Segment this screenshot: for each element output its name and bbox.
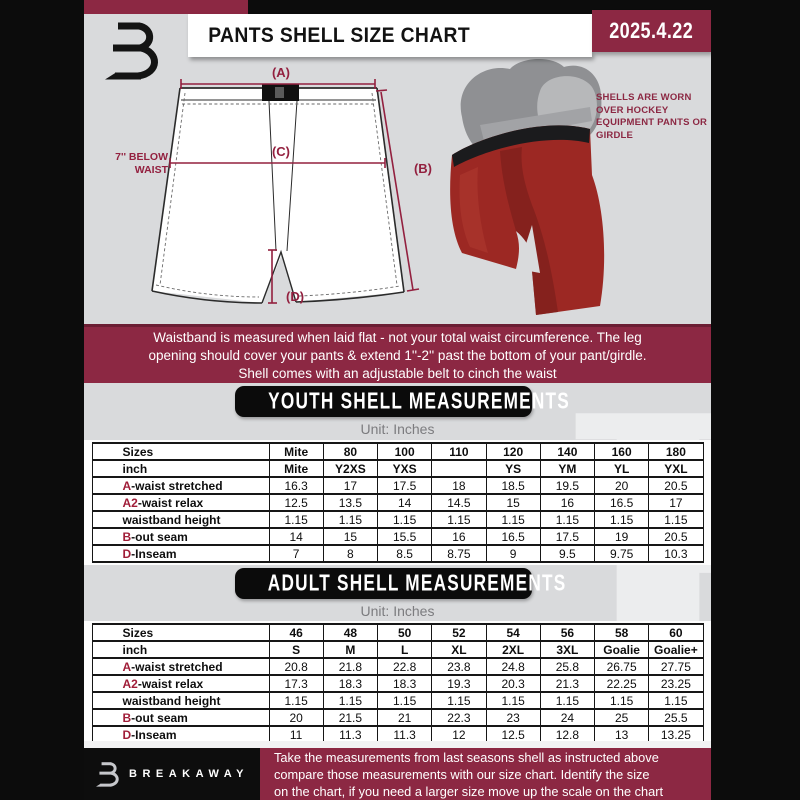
top-maroon-stripe (84, 0, 248, 14)
label-a: (A) (271, 65, 291, 80)
table-cell: 9.75 (595, 545, 649, 562)
table-cell: 19.3 (432, 675, 486, 692)
row-label: A2-waist relax (92, 675, 269, 692)
row-label: A-waist stretched (92, 658, 269, 675)
table-cell: 54 (486, 624, 540, 641)
row-label: A2-waist relax (92, 494, 269, 511)
table-cell: 20 (269, 709, 323, 726)
table-cell: Goalie+ (649, 641, 703, 658)
table-cell: 52 (432, 624, 486, 641)
table-cell: 13.5 (323, 494, 377, 511)
table-row (92, 692, 703, 709)
table-cell: 22.25 (595, 675, 649, 692)
banner-line: Waistband is measured when laid flat - not your total waist circumference. The leg (153, 330, 642, 345)
table-cell: 19 (595, 528, 649, 545)
table-cell: 1.15 (269, 511, 323, 528)
table-cell: 15.5 (378, 528, 432, 545)
row-label-prefix: D (122, 727, 132, 742)
waist-note-line2: WAIST (134, 164, 168, 176)
table-cell: 120 (486, 443, 540, 460)
table-cell: Y2XS (323, 460, 377, 477)
table-cell: L (378, 641, 432, 658)
table-cell: 160 (595, 443, 649, 460)
table-cell: 20.5 (649, 477, 703, 494)
row-label-prefix: B (122, 710, 132, 725)
table-cell: 21.8 (323, 658, 377, 675)
table-cell: 25.5 (649, 709, 703, 726)
row-label-prefix: B (122, 529, 132, 544)
row-label: inch (92, 641, 269, 658)
row-label-prefix: D (122, 546, 132, 561)
table-row (92, 460, 703, 477)
table-row (92, 494, 703, 511)
adult-section-title: ADULT SHELL MEASUREMENTS (267, 571, 567, 596)
table-cell: 26.75 (595, 658, 649, 675)
table-cell: 7 (269, 545, 323, 562)
table-cell: 25.8 (540, 658, 594, 675)
row-label-prefix: A (122, 478, 132, 493)
table-cell: 13 (595, 726, 649, 743)
adult-unit-label: Unit: Inches (360, 603, 435, 619)
label-c: (C) (271, 144, 291, 159)
table-row (92, 624, 703, 641)
row-label-prefix: A2 (122, 676, 138, 691)
table-cell: 1.15 (540, 511, 594, 528)
table-cell: 22.8 (378, 658, 432, 675)
footer-note-line: compare those measurements with our size chart. Identify the size (274, 767, 650, 782)
footer-note-box (260, 748, 711, 800)
breakaway-logo-icon (102, 15, 164, 85)
date-text: 2025.4.22 (609, 18, 694, 43)
table-cell: 16.5 (486, 528, 540, 545)
row-label: Sizes (92, 624, 269, 641)
logo-lower-bowl (138, 48, 155, 76)
adult-section-header (235, 568, 567, 599)
info-banner (84, 324, 711, 383)
table-row (92, 658, 703, 675)
banner-line: Shell comes with an adjustable belt to cinch the waist (238, 366, 557, 381)
youth-section-header (235, 386, 571, 417)
table-cell: 1.15 (432, 511, 486, 528)
row-label-prefix: A2 (122, 495, 138, 510)
banner-line: opening should cover your pants & extend 1''-2'' past the bottom of your pant/girdle. (148, 348, 647, 363)
youth-table-wrap (84, 440, 711, 565)
belt-buckle-icon (262, 84, 299, 101)
table-cell: 20.5 (649, 528, 703, 545)
table-cell: 12 (432, 726, 486, 743)
table-cell: 50 (378, 624, 432, 641)
table-cell: 16.5 (595, 494, 649, 511)
table-cell: 18.3 (323, 675, 377, 692)
table-cell: 23.8 (432, 658, 486, 675)
table-cell: 1.15 (595, 511, 649, 528)
row-label: waistband height (92, 692, 269, 709)
table-cell: 11.3 (378, 726, 432, 743)
table-cell: 17.5 (540, 528, 594, 545)
adult-table-wrap (84, 621, 711, 746)
table-cell: 15 (323, 528, 377, 545)
table-cell: 20 (595, 477, 649, 494)
table-cell: 16 (540, 494, 594, 511)
table-cell: 10.3 (649, 545, 703, 562)
table-cell: 20.8 (269, 658, 323, 675)
table-cell: 11.3 (323, 726, 377, 743)
table-cell: YL (595, 460, 649, 477)
footer-breakaway-logo-icon (95, 759, 121, 789)
table-cell: 1.15 (269, 692, 323, 709)
table-cell: 24.8 (486, 658, 540, 675)
table-cell: 23.25 (649, 675, 703, 692)
table-cell: 13.25 (649, 726, 703, 743)
table-cell: 20.3 (486, 675, 540, 692)
table-cell: 27.75 (649, 658, 703, 675)
footer-brand-text: BREAKAWAY (129, 768, 249, 780)
table-cell: 48 (323, 624, 377, 641)
row-label: Sizes (92, 443, 269, 460)
table-cell: 100 (378, 443, 432, 460)
table-cell: 2XL (486, 641, 540, 658)
table-cell: 140 (540, 443, 594, 460)
row-label: D-Inseam (92, 545, 269, 562)
table-cell: 25 (595, 709, 649, 726)
row-label: D-Inseam (92, 726, 269, 743)
table-cell: YXL (649, 460, 703, 477)
table-cell: XL (432, 641, 486, 658)
table-cell: 9.5 (540, 545, 594, 562)
table-cell: 16.3 (269, 477, 323, 494)
table-row (92, 511, 703, 528)
table-row (92, 528, 703, 545)
table-cell: 1.15 (540, 692, 594, 709)
table-cell (432, 460, 486, 477)
table-cell: 80 (323, 443, 377, 460)
table-cell: 1.15 (432, 692, 486, 709)
adult-table (92, 623, 704, 744)
youth-table (92, 442, 704, 563)
footer-divider-strip (84, 741, 711, 748)
table-cell: 17 (323, 477, 377, 494)
table-cell: M (323, 641, 377, 658)
table-cell: 110 (432, 443, 486, 460)
shell-shape (450, 125, 604, 315)
table-cell: 12.8 (540, 726, 594, 743)
table-cell: 16 (432, 528, 486, 545)
table-cell: 180 (649, 443, 703, 460)
table-cell: S (269, 641, 323, 658)
table-row (92, 545, 703, 562)
table-cell: YS (486, 460, 540, 477)
logo-blade (105, 73, 116, 80)
table-cell: 12.5 (486, 726, 540, 743)
table-cell: 24 (540, 709, 594, 726)
row-label: inch (92, 460, 269, 477)
table-row (92, 443, 703, 460)
youth-section-title: YOUTH SHELL MEASUREMENTS (268, 389, 571, 414)
table-row (92, 675, 703, 692)
title-box (188, 14, 592, 57)
row-label: A-waist stretched (92, 477, 269, 494)
table-cell: 21 (378, 709, 432, 726)
table-cell: 60 (649, 624, 703, 641)
table-cell: 12.5 (269, 494, 323, 511)
table-cell: 11 (269, 726, 323, 743)
table-cell: 14 (269, 528, 323, 545)
table-row (92, 477, 703, 494)
footer-note-line: on the chart, if you need a larger size move up the scale on the chart (274, 784, 664, 799)
youth-unit-label: Unit: Inches (360, 421, 435, 437)
left-frame-bar (0, 0, 84, 800)
table-cell: Mite (269, 443, 323, 460)
table-cell: 8 (323, 545, 377, 562)
table-cell: Goalie (595, 641, 649, 658)
table-cell: 18.5 (486, 477, 540, 494)
date-badge (592, 10, 711, 52)
table-cell: 8.5 (378, 545, 432, 562)
table-cell: 21.3 (540, 675, 594, 692)
table-cell: 9 (486, 545, 540, 562)
table-cell: 19.5 (540, 477, 594, 494)
table-cell: 58 (595, 624, 649, 641)
table-row (92, 641, 703, 658)
table-cell: 18 (432, 477, 486, 494)
row-label: B-out seam (92, 709, 269, 726)
table-cell: 23 (486, 709, 540, 726)
table-cell: 1.15 (486, 511, 540, 528)
row-label: B-out seam (92, 528, 269, 545)
table-cell: 15 (486, 494, 540, 511)
table-cell: 21.5 (323, 709, 377, 726)
table-cell: YXS (378, 460, 432, 477)
table-cell: 18.3 (378, 675, 432, 692)
table-cell: 22.3 (432, 709, 486, 726)
table-cell: 17.3 (269, 675, 323, 692)
table-cell: 1.15 (595, 692, 649, 709)
shorts-measurement-diagram (115, 58, 445, 324)
table-cell: Mite (269, 460, 323, 477)
table-cell: 56 (540, 624, 594, 641)
row-label-prefix: A (122, 659, 132, 674)
table-cell: 17.5 (378, 477, 432, 494)
table-row (92, 709, 703, 726)
table-cell: 1.15 (323, 692, 377, 709)
label-b: (B) (413, 161, 433, 176)
table-cell: 46 (269, 624, 323, 641)
table-cell: YM (540, 460, 594, 477)
footer-note-line: Take the measurements from last seasons shell as instructed above (274, 750, 659, 765)
waist-note-line1: 7'' BELOW (115, 151, 168, 163)
table-cell: 1.15 (378, 692, 432, 709)
label-d: (D) (286, 289, 305, 304)
table-cell: 8.75 (432, 545, 486, 562)
footer-brand-box (84, 748, 260, 800)
table-cell: 14 (378, 494, 432, 511)
table-cell: 3XL (540, 641, 594, 658)
table-cell: 1.15 (378, 511, 432, 528)
page-title: PANTS SHELL SIZE CHART (208, 24, 471, 47)
shorts-outline (152, 84, 404, 303)
row-label: waistband height (92, 511, 269, 528)
table-cell: 14.5 (432, 494, 486, 511)
photo-caption: SHELLS ARE WORN OVER HOCKEY EQUIPMENT PANTS OR GIRDLE (596, 92, 708, 141)
table-cell: 1.15 (649, 692, 703, 709)
table-cell: 1.15 (323, 511, 377, 528)
table-cell: 17 (649, 494, 703, 511)
table-cell: 1.15 (486, 692, 540, 709)
table-cell: 1.15 (649, 511, 703, 528)
right-frame-bar (711, 0, 800, 800)
